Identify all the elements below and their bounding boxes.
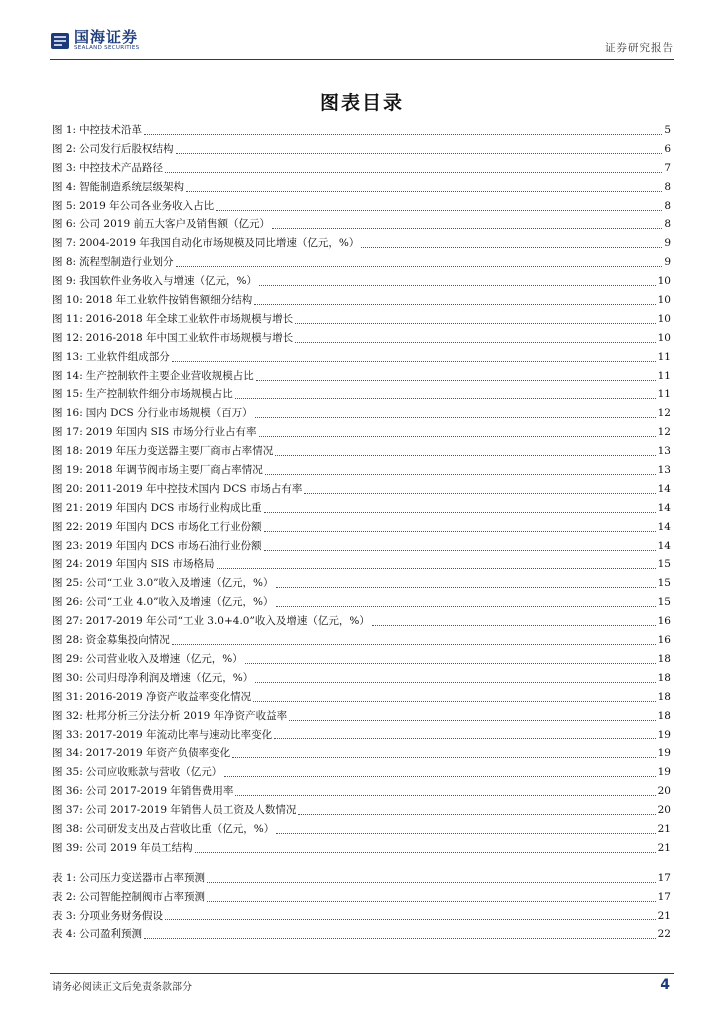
toc-entry-title: 分项业务财务假设 bbox=[79, 909, 164, 922]
toc-entry-title: 公司营业收入及增速（亿元，%） bbox=[85, 652, 243, 665]
toc-entry[interactable] bbox=[52, 160, 671, 179]
toc-entry-label: 图 38: bbox=[52, 822, 83, 835]
toc-entry-label: 图 15: bbox=[52, 388, 83, 401]
toc-entry-title: 2019 年国内 SIS 市场格局 bbox=[85, 558, 215, 571]
toc-entry-page: 22 bbox=[657, 928, 671, 941]
toc-entry-leader bbox=[298, 814, 655, 815]
toc-entry-page: 18 bbox=[657, 671, 671, 684]
toc-entry[interactable] bbox=[52, 405, 671, 424]
toc-entry-label: 图 4: bbox=[52, 180, 77, 193]
toc-entry-label: 图 23: bbox=[52, 539, 83, 552]
toc-entry[interactable] bbox=[52, 575, 671, 594]
toc-entry-label: 图 29: bbox=[52, 652, 83, 665]
toc-entry-page: 9 bbox=[664, 237, 671, 250]
toc-entry[interactable] bbox=[52, 462, 671, 481]
toc-entry-label: 图 25: bbox=[52, 577, 83, 590]
toc-entry-page: 20 bbox=[657, 804, 671, 817]
toc-entry[interactable] bbox=[52, 632, 671, 651]
sealand-logo bbox=[50, 30, 139, 52]
toc-entry-page: 8 bbox=[664, 199, 671, 212]
toc-entry-leader bbox=[254, 304, 655, 305]
toc-entry-leader bbox=[372, 625, 656, 626]
toc-entry-label: 图 33: bbox=[52, 728, 83, 741]
toc-entry-leader bbox=[176, 266, 663, 267]
toc-entry-page: 15 bbox=[657, 596, 671, 609]
toc-entry[interactable] bbox=[52, 926, 671, 945]
tables-list bbox=[52, 870, 671, 946]
toc-entry-page: 16 bbox=[657, 634, 671, 647]
toc-entry-leader bbox=[304, 493, 655, 494]
toc-entry-leader bbox=[264, 550, 656, 551]
toc-entry-leader bbox=[232, 757, 656, 758]
toc-entry-label: 表 2: bbox=[52, 890, 77, 903]
toc-entry[interactable] bbox=[52, 330, 671, 349]
toc-entry[interactable] bbox=[52, 556, 671, 575]
toc-entry[interactable] bbox=[52, 216, 671, 235]
toc-entry-leader bbox=[217, 568, 656, 569]
toc-entry-page: 14 bbox=[657, 520, 671, 533]
toc-entry-page: 19 bbox=[657, 728, 671, 741]
toc-entry-page: 11 bbox=[657, 388, 671, 401]
toc-entry-page: 13 bbox=[657, 464, 671, 477]
toc-entry-page: 11 bbox=[657, 369, 671, 382]
toc-entry[interactable] bbox=[52, 764, 671, 783]
toc-entry-label: 图 35: bbox=[52, 766, 83, 779]
toc-entry-leader bbox=[235, 398, 656, 399]
toc-entry-leader bbox=[255, 417, 656, 418]
toc-entry-label: 图 18: bbox=[52, 445, 83, 458]
toc-entry-title: 2019 年国内 DCS 市场石油行业份额 bbox=[85, 539, 262, 552]
toc-entry-page: 14 bbox=[657, 501, 671, 514]
toc-entry-title: 公司 2019 年员工结构 bbox=[85, 841, 193, 854]
toc-entry-title: 2019 年压力变送器主要厂商市占率情况 bbox=[85, 445, 274, 458]
toc-entry-leader bbox=[176, 153, 663, 154]
toc-entry[interactable] bbox=[52, 500, 671, 519]
toc-entry[interactable] bbox=[52, 613, 671, 632]
toc-entry-leader bbox=[207, 882, 656, 883]
toc-entry-title: 中控技术沿革 bbox=[79, 124, 143, 136]
toc-entry-title: 2018 年工业软件按销售额细分结构 bbox=[85, 294, 253, 307]
toc-entry-leader bbox=[295, 323, 656, 324]
toc-entry-label: 图 3: bbox=[52, 161, 77, 174]
page-number: 4 bbox=[660, 977, 670, 993]
toc-entry[interactable] bbox=[52, 821, 671, 840]
toc-entry-title: 生产控制软件主要企业营收规模占比 bbox=[85, 369, 254, 382]
page-header bbox=[50, 28, 674, 60]
toc-entry-leader bbox=[276, 606, 656, 607]
toc-entry-title: 杜邦分析三分法分析 2019 年净资产收益率 bbox=[85, 709, 288, 722]
toc-entry-label: 表 4: bbox=[52, 928, 77, 941]
toc-entry-label: 图 36: bbox=[52, 785, 83, 798]
toc-entry[interactable] bbox=[52, 273, 671, 292]
toc-entry-page: 17 bbox=[657, 890, 671, 903]
toc-entry-label: 图 8: bbox=[52, 256, 77, 269]
footer-divider bbox=[50, 973, 674, 974]
toc-entry[interactable] bbox=[52, 311, 671, 330]
toc-entry[interactable] bbox=[52, 708, 671, 727]
toc-entry-title: 资金募集投向情况 bbox=[85, 634, 170, 647]
toc-entry-title: 公司“工业 3.0”收入及增速（亿元，%） bbox=[85, 577, 274, 590]
toc-entry-page: 14 bbox=[657, 539, 671, 552]
toc-entry-title: 公司发行后股权结构 bbox=[79, 142, 174, 155]
toc-entry-title: 中控技术产品路径 bbox=[79, 161, 164, 174]
toc-entry-leader bbox=[224, 776, 655, 777]
toc-entry-label: 图 10: bbox=[52, 294, 83, 307]
report-type: 证券研究报告 bbox=[605, 42, 674, 54]
toc-entry-page: 8 bbox=[664, 218, 671, 231]
toc-entry[interactable] bbox=[52, 141, 671, 160]
toc-entry-label: 图 11: bbox=[52, 312, 83, 325]
toc-entry-label: 图 34: bbox=[52, 747, 83, 760]
toc-entry-leader bbox=[276, 587, 656, 588]
toc-entry-title: 2017-2019 年资产负债率变化 bbox=[85, 747, 231, 760]
toc-entry-label: 图 26: bbox=[52, 596, 83, 609]
toc-entry-leader bbox=[256, 380, 656, 381]
toc-entry-leader bbox=[264, 512, 656, 513]
toc-entry[interactable] bbox=[52, 670, 671, 689]
toc-entry-title: 2011-2019 年中控技术国内 DCS 市场占有率 bbox=[85, 482, 303, 495]
page-title: 图表目录 bbox=[319, 92, 404, 114]
toc-entry-title: 工业软件组成部分 bbox=[85, 350, 170, 363]
toc-entry-page: 14 bbox=[657, 482, 671, 495]
toc-entry-title: 公司 2017-2019 年销售费用率 bbox=[85, 785, 234, 798]
toc-entry-page: 15 bbox=[657, 577, 671, 590]
toc-entry-leader bbox=[165, 919, 656, 920]
toc-entry[interactable] bbox=[52, 481, 671, 500]
toc-entry-title: 公司“工业 4.0”收入及增速（亿元，%） bbox=[85, 596, 274, 609]
toc-entry-label: 图 19: bbox=[52, 464, 83, 477]
toc-entry-leader bbox=[144, 938, 656, 939]
header-divider bbox=[50, 59, 674, 60]
toc-entry-page: 18 bbox=[657, 690, 671, 703]
toc-entry-title: 2019 年国内 SIS 市场分行业占有率 bbox=[85, 426, 257, 439]
toc-entry-page: 15 bbox=[657, 558, 671, 571]
toc-entry-leader bbox=[253, 701, 656, 702]
toc-entry-label: 图 13: bbox=[52, 350, 83, 363]
toc-entry-page: 19 bbox=[657, 766, 671, 779]
toc-entry-page: 12 bbox=[657, 407, 671, 420]
toc-entry-page: 10 bbox=[657, 294, 671, 307]
toc-entry-title: 智能制造系统层级架构 bbox=[79, 180, 185, 193]
toc-entry[interactable] bbox=[52, 122, 671, 141]
toc-entry-label: 图 39: bbox=[52, 841, 83, 854]
toc-entry-leader bbox=[272, 228, 662, 229]
toc-entry[interactable] bbox=[52, 443, 671, 462]
toc-entry[interactable] bbox=[52, 594, 671, 613]
toc-entry-label: 图 14: bbox=[52, 369, 83, 382]
toc-entry-label: 图 12: bbox=[52, 331, 83, 344]
toc-entry-leader bbox=[144, 134, 662, 135]
brand-name-en: SEALAND SECURITIES bbox=[74, 45, 140, 51]
toc-entry-page: 18 bbox=[657, 652, 671, 665]
toc-entry-title: 我国软件业务收入与增速（亿元，%） bbox=[79, 275, 258, 288]
toc-entry-label: 表 1: bbox=[52, 871, 77, 884]
toc-entry-label: 图 24: bbox=[52, 558, 83, 571]
toc-entry-label: 图 17: bbox=[52, 426, 83, 439]
toc-entry[interactable] bbox=[52, 368, 671, 387]
toc-entry-title: 公司压力变送器市占率预测 bbox=[79, 871, 206, 884]
toc-entry-label: 图 2: bbox=[52, 142, 77, 155]
toc-entry-title: 流程型制造行业划分 bbox=[79, 256, 174, 269]
sealand-logo-icon bbox=[50, 31, 70, 51]
toc-entry[interactable] bbox=[52, 840, 671, 859]
toc-entry-label: 图 21: bbox=[52, 501, 83, 514]
toc-entry-leader bbox=[172, 644, 656, 645]
toc-entry[interactable] bbox=[52, 802, 671, 821]
figures-list bbox=[52, 122, 671, 859]
toc-entry-title: 2016-2018 年中国工业软件市场规模与增长 bbox=[85, 331, 294, 344]
toc-entry-leader bbox=[275, 455, 655, 456]
toc-entry-title: 公司研发支出及占营收比重（亿元，%） bbox=[85, 822, 275, 835]
toc-entry[interactable] bbox=[52, 727, 671, 746]
toc-entry-leader bbox=[276, 833, 655, 834]
toc-entry-page: 13 bbox=[657, 445, 671, 458]
toc-entry-page: 11 bbox=[657, 350, 671, 363]
toc-entry-page: 9 bbox=[664, 256, 671, 269]
toc-entry-title: 2017-2019 年流动比率与速动比率变化 bbox=[85, 728, 273, 741]
toc-entry[interactable] bbox=[52, 254, 671, 273]
toc-entry-title: 2018 年调节阀市场主要厂商占率情况 bbox=[85, 464, 263, 477]
toc-entry-leader bbox=[289, 720, 655, 721]
toc-entry-leader bbox=[274, 738, 656, 739]
toc-entry[interactable] bbox=[52, 292, 671, 311]
toc-entry[interactable] bbox=[52, 179, 671, 198]
toc-entry-page: 7 bbox=[664, 161, 671, 174]
toc-entry-leader bbox=[235, 795, 655, 796]
toc-entry-leader bbox=[265, 474, 656, 475]
toc-entry[interactable] bbox=[52, 689, 671, 708]
toc-entry-title: 公司盈利预测 bbox=[79, 928, 143, 941]
toc-entry[interactable] bbox=[52, 870, 671, 889]
toc-entry-label: 图 31: bbox=[52, 690, 83, 703]
toc-entry[interactable] bbox=[52, 386, 671, 405]
section-gap bbox=[52, 859, 671, 870]
toc-entry-label: 表 3: bbox=[52, 909, 77, 922]
toc-entry[interactable] bbox=[52, 235, 671, 254]
toc-entry-label: 图 5: bbox=[52, 199, 77, 212]
toc-entry-title: 2016-2018 年全球工业软件市场规模与增长 bbox=[85, 312, 294, 325]
toc-entry-page: 10 bbox=[657, 275, 671, 288]
toc-entry-page: 21 bbox=[657, 909, 671, 922]
toc-entry-title: 公司归母净利润及增速（亿元，%） bbox=[85, 671, 254, 684]
toc-entry[interactable] bbox=[52, 538, 671, 557]
toc-entry-leader bbox=[361, 247, 662, 248]
toc-entry-leader bbox=[172, 361, 656, 362]
brand-name-cn: 国海证券 bbox=[74, 28, 139, 46]
toc-entry-leader bbox=[255, 682, 655, 683]
toc-entry-title: 2019 年公司各业务收入占比 bbox=[79, 199, 215, 212]
toc-entry-label: 图 22: bbox=[52, 520, 83, 533]
toc-entry-title: 2019 年国内 DCS 市场行业构成比重 bbox=[85, 501, 262, 514]
toc-entry-page: 12 bbox=[657, 426, 671, 439]
toc-entry-leader bbox=[245, 663, 656, 664]
disclaimer-text: 请务必阅读正文后免责条款部分 bbox=[52, 982, 192, 993]
toc-entry-page: 20 bbox=[657, 785, 671, 798]
toc-entry-page: 21 bbox=[657, 841, 671, 854]
toc-entry-page: 5 bbox=[664, 124, 671, 136]
toc-entry[interactable] bbox=[52, 424, 671, 443]
toc-entry-label: 图 7: bbox=[52, 237, 77, 250]
toc-entry[interactable] bbox=[52, 908, 671, 927]
toc-entry-page: 19 bbox=[657, 747, 671, 760]
toc-entry-title: 公司 2019 前五大客户及销售额（亿元） bbox=[79, 218, 270, 231]
toc-entry-page: 8 bbox=[664, 180, 671, 193]
toc-entry[interactable] bbox=[52, 889, 671, 908]
toc-entry-leader bbox=[165, 172, 662, 173]
toc-entry-page: 10 bbox=[657, 312, 671, 325]
toc-entry[interactable] bbox=[52, 651, 671, 670]
toc-entry-label: 图 20: bbox=[52, 482, 83, 495]
table-of-figures bbox=[52, 122, 671, 945]
toc-entry-label: 图 6: bbox=[52, 218, 77, 231]
toc-entry-page: 21 bbox=[657, 822, 671, 835]
toc-entry-label: 图 16: bbox=[52, 407, 83, 420]
toc-entry-title: 2017-2019 年公司“工业 3.0+4.0”收入及增速（亿元，%） bbox=[85, 615, 370, 628]
toc-entry[interactable] bbox=[52, 783, 671, 802]
toc-entry-title: 2016-2019 净资产收益率变化情况 bbox=[85, 690, 252, 703]
toc-entry-leader bbox=[259, 285, 656, 286]
toc-entry[interactable] bbox=[52, 198, 671, 217]
toc-entry-label: 图 32: bbox=[52, 709, 83, 722]
toc-entry-label: 图 37: bbox=[52, 804, 83, 817]
toc-entry-page: 16 bbox=[657, 615, 671, 628]
toc-entry-page: 10 bbox=[657, 331, 671, 344]
toc-entry-label: 图 30: bbox=[52, 671, 83, 684]
toc-entry-title: 2004-2019 年我国自动化市场规模及同比增速（亿元，%） bbox=[79, 237, 360, 250]
toc-entry-leader bbox=[186, 191, 662, 192]
toc-entry[interactable] bbox=[52, 745, 671, 764]
toc-entry-leader bbox=[259, 436, 656, 437]
toc-entry-label: 图 1: bbox=[52, 124, 77, 136]
toc-entry-title: 国内 DCS 分行业市场规模（百万） bbox=[85, 407, 253, 420]
toc-entry-title: 生产控制软件细分市场规模占比 bbox=[85, 388, 233, 401]
toc-entry-label: 图 27: bbox=[52, 615, 83, 628]
toc-entry[interactable] bbox=[52, 349, 671, 368]
toc-entry-leader bbox=[207, 901, 656, 902]
toc-entry-leader bbox=[295, 342, 656, 343]
toc-entry-leader bbox=[264, 531, 656, 532]
toc-entry-title: 公司智能控制阀市占率预测 bbox=[79, 890, 206, 903]
toc-entry-label: 图 28: bbox=[52, 634, 83, 647]
toc-entry-title: 公司 2017-2019 年销售人员工资及人数情况 bbox=[85, 804, 297, 817]
toc-entry-leader bbox=[216, 210, 662, 211]
toc-entry-page: 6 bbox=[664, 142, 671, 155]
toc-entry-page: 17 bbox=[657, 871, 671, 884]
toc-entry-title: 2019 年国内 DCS 市场化工行业份额 bbox=[85, 520, 262, 533]
toc-entry-label: 图 9: bbox=[52, 275, 77, 288]
toc-entry-title: 公司应收账款与营收（亿元） bbox=[85, 766, 223, 779]
toc-entry-leader bbox=[195, 852, 656, 853]
toc-entry-page: 18 bbox=[657, 709, 671, 722]
toc-entry[interactable] bbox=[52, 519, 671, 538]
